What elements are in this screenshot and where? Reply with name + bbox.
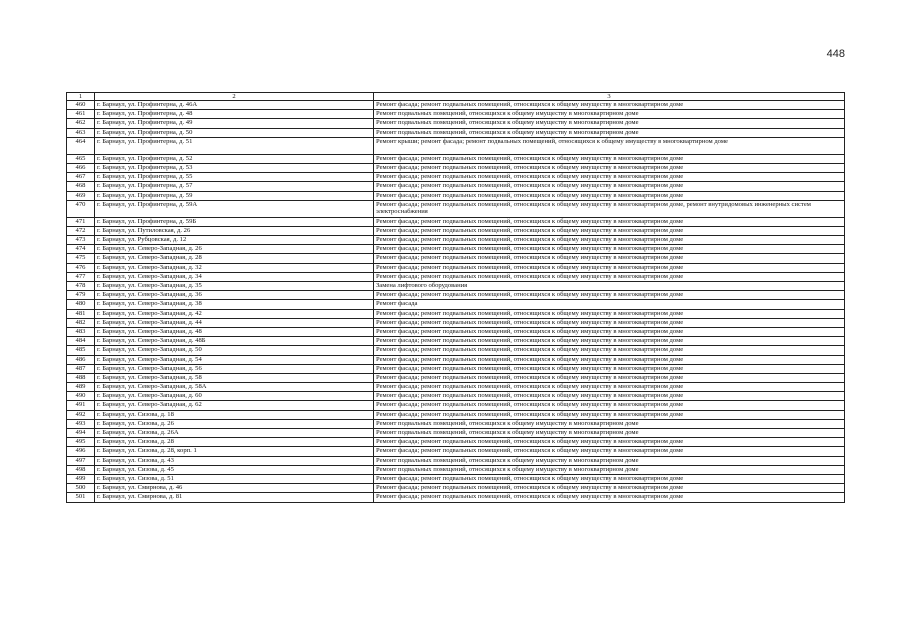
row-work-type: Ремонт подвальных помещений, относящихся к общему имуществу в многоквартирном доме [374,119,845,128]
table-row [67,163,845,172]
row-work-type: Ремонт фасада; ремонт подвальных помещений, относящихся к общему имуществу в многоквартирном доме [374,173,845,182]
row-number: 476 [67,263,95,272]
row-address: г. Барнаул, ул. Рубцовская, д. 12 [95,236,374,245]
row-address: г. Барнаул, ул. Северо-Западная, д. 35 [95,282,374,291]
row-work-type: Ремонт фасада; ремонт подвальных помещений, относящихся к общему имуществу в многоквартирном доме [374,318,845,327]
row-work-type: Ремонт фасада; ремонт подвальных помещений, относящихся к общему имуществу в многоквартирном доме [374,182,845,191]
row-number: 479 [67,291,95,300]
row-number: 496 [67,447,95,456]
row-work-type: Ремонт фасада; ремонт подвальных помещений, относящихся к общему имуществу в многоквартирном доме, ремонт внутридомовых инженерных систем электроснабжения [374,200,845,217]
row-address: г. Барнаул, ул. Северо-Западная, д. 36 [95,291,374,300]
row-number: 500 [67,484,95,493]
row-work-type: Ремонт подвальных помещений, относящихся к общему имуществу в многоквартирном доме [374,110,845,119]
table-row [67,137,845,154]
row-address: г. Барнаул, ул. Сизова, д. 28, корп. 1 [95,447,374,456]
row-work-type: Ремонт фасада; ремонт подвальных помещений, относящихся к общему имуществу в многоквартирном доме [374,272,845,281]
row-address: г. Барнаул, ул. Северо-Западная, д. 26 [95,245,374,254]
table-row [67,447,845,456]
row-address: г. Барнаул, ул. Северо-Западная, д. 50 [95,346,374,355]
row-number: 480 [67,300,95,309]
row-address: г. Барнаул, ул. Северо-Западная, д. 34 [95,272,374,281]
row-number: 463 [67,128,95,137]
row-number: 464 [67,137,95,154]
row-address: г. Барнаул, ул. Сизова, д. 28 [95,438,374,447]
row-work-type: Ремонт фасада; ремонт подвальных помещений, относящихся к общему имуществу в многоквартирном доме [374,346,845,355]
row-work-type: Ремонт фасада; ремонт подвальных помещений, относящихся к общему имуществу в многоквартирном доме [374,154,845,163]
table-row [67,245,845,254]
row-work-type: Ремонт фасада; ремонт подвальных помещений, относящихся к общему имуществу в многоквартирном доме [374,163,845,172]
row-work-type: Ремонт фасада; ремонт подвальных помещений, относящихся к общему имуществу в многоквартирном доме [374,447,845,456]
table-row [67,383,845,392]
row-address: г. Барнаул, ул. Профинтерна, д. 50 [95,128,374,137]
row-number: 499 [67,474,95,483]
row-address: г. Барнаул, ул. Северо-Западная, д. 58 [95,373,374,382]
row-number: 469 [67,191,95,200]
row-work-type: Ремонт фасада; ремонт подвальных помещений, относящихся к общему имуществу в многоквартирном доме [374,474,845,483]
table-row [67,217,845,226]
row-address: г. Барнаул, ул. Профинтерна, д. 52 [95,154,374,163]
row-work-type: Ремонт фасада; ремонт подвальных помещений, относящихся к общему имуществу в многоквартирном доме [374,309,845,318]
row-address: г. Барнаул, ул. Профинтерна, д. 49 [95,119,374,128]
table-row [67,119,845,128]
row-address: г. Барнаул, ул. Сизова, д. 43 [95,456,374,465]
row-work-type: Ремонт подвальных помещений, относящихся к общему имуществу в многоквартирном доме [374,429,845,438]
row-number: 470 [67,200,95,217]
table-row [67,110,845,119]
row-number: 497 [67,456,95,465]
row-address: г. Барнаул, ул. Северо-Западная, д. 56 [95,364,374,373]
row-number: 491 [67,401,95,410]
table-row [67,173,845,182]
row-address: г. Барнаул, ул. Северо-Западная, д. 42 [95,309,374,318]
row-work-type: Ремонт фасада; ремонт подвальных помещений, относящихся к общему имуществу в многоквартирном доме [374,392,845,401]
table-row [67,346,845,355]
row-number: 465 [67,154,95,163]
row-number: 481 [67,309,95,318]
table-row [67,291,845,300]
row-address: г. Барнаул, ул. Профинтерна, д. 59 [95,191,374,200]
row-work-type: Ремонт фасада; ремонт подвальных помещений, относящихся к общему имуществу в многоквартирном доме [374,226,845,235]
table-row [67,410,845,419]
row-address: г. Барнаул, ул. Сизова, д. 26А [95,429,374,438]
table-row [67,200,845,217]
row-address: г. Барнаул, ул. Северо-Западная, д. 48 [95,327,374,336]
row-number: 488 [67,373,95,382]
row-address: г. Барнаул, ул. Северо-Западная, д. 44 [95,318,374,327]
row-address: г. Барнаул, ул. Сизова, д. 18 [95,410,374,419]
row-number: 477 [67,272,95,281]
row-work-type: Ремонт фасада; ремонт подвальных помещений, относящихся к общему имуществу в многоквартирном доме [374,245,845,254]
row-work-type: Замена лифтового оборудования [374,282,845,291]
row-address: г. Барнаул, ул. Северо-Западная, д. 32 [95,263,374,272]
row-address: г. Барнаул, ул. Северо-Западная, д. 48Б [95,337,374,346]
repair-table-container [66,92,844,503]
row-number: 462 [67,119,95,128]
table-row [67,226,845,235]
table-row [67,456,845,465]
row-work-type: Ремонт фасада; ремонт подвальных помещений, относящихся к общему имуществу в многоквартирном доме [374,438,845,447]
row-number: 493 [67,419,95,428]
table-row [67,493,845,502]
page-number: 448 [826,48,845,60]
row-work-type: Ремонт фасада; ремонт подвальных помещений, относящихся к общему имуществу в многоквартирном доме [374,355,845,364]
table-row [67,401,845,410]
row-work-type: Ремонт фасада; ремонт подвальных помещений, относящихся к общему имуществу в многоквартирном доме [374,236,845,245]
table-row [67,263,845,272]
row-number: 489 [67,383,95,392]
table-row [67,419,845,428]
row-number: 487 [67,364,95,373]
row-work-type: Ремонт подвальных помещений, относящихся к общему имуществу в многоквартирном доме [374,465,845,474]
row-work-type: Ремонт фасада; ремонт подвальных помещений, относящихся к общему имуществу в многоквартирном доме [374,254,845,263]
table-row [67,191,845,200]
table-row [67,309,845,318]
row-number: 474 [67,245,95,254]
row-work-type: Ремонт фасада; ремонт подвальных помещений, относящихся к общему имуществу в многоквартирном доме [374,373,845,382]
row-number: 501 [67,493,95,502]
row-number: 490 [67,392,95,401]
table-row [67,272,845,281]
row-work-type: Ремонт подвальных помещений, относящихся к общему имуществу в многоквартирном доме [374,419,845,428]
row-work-type: Ремонт фасада [374,300,845,309]
table-row [67,154,845,163]
table-row [67,474,845,483]
row-work-type: Ремонт фасада; ремонт подвальных помещений, относящихся к общему имуществу в многоквартирном доме [374,401,845,410]
column-header-1: 1 [67,93,95,101]
table-row [67,182,845,191]
table-body [67,101,845,503]
row-number: 486 [67,355,95,364]
row-address: г. Барнаул, ул. Профинтерна, д. 57 [95,182,374,191]
row-number: 471 [67,217,95,226]
row-number: 460 [67,101,95,110]
row-work-type: Ремонт фасада; ремонт подвальных помещений, относящихся к общему имуществу в многоквартирном доме [374,327,845,336]
row-address: г. Барнаул, ул. Северо-Западная, д. 54 [95,355,374,364]
row-work-type: Ремонт подвальных помещений, относящихся к общему имуществу в многоквартирном доме [374,128,845,137]
row-address: г. Барнаул, ул. Профинтерна, д. 59Б [95,217,374,226]
row-number: 478 [67,282,95,291]
row-work-type: Ремонт фасада; ремонт подвальных помещений, относящихся к общему имуществу в многоквартирном доме [374,364,845,373]
row-number: 494 [67,429,95,438]
row-address: г. Барнаул, ул. Профинтерна, д. 53 [95,163,374,172]
table-row [67,465,845,474]
row-address: г. Барнаул, ул. Сизова, д. 51 [95,474,374,483]
row-number: 472 [67,226,95,235]
row-number: 475 [67,254,95,263]
row-work-type: Ремонт фасада; ремонт подвальных помещений, относящихся к общему имуществу в многоквартирном доме [374,191,845,200]
row-work-type: Ремонт фасада; ремонт подвальных помещений, относящихся к общему имуществу в многоквартирном доме [374,484,845,493]
row-number: 482 [67,318,95,327]
row-address: г. Барнаул, ул. Северо-Западная, д. 38 [95,300,374,309]
table-row [67,337,845,346]
row-address: г. Барнаул, ул. Профинтерна, д. 55 [95,173,374,182]
row-address: г. Барнаул, ул. Северо-Западная, д. 60 [95,392,374,401]
row-work-type: Ремонт фасада; ремонт подвальных помещений, относящихся к общему имуществу в многоквартирном доме [374,383,845,392]
table-row [67,300,845,309]
table-row [67,438,845,447]
row-work-type: Ремонт фасада; ремонт подвальных помещений, относящихся к общему имуществу в многоквартирном доме [374,410,845,419]
row-address: г. Барнаул, ул. Смирнова, д. 46 [95,484,374,493]
row-number: 467 [67,173,95,182]
table-row [67,364,845,373]
table-header [67,93,845,101]
row-address: г. Барнаул, ул. Сизова, д. 45 [95,465,374,474]
table-row [67,484,845,493]
row-work-type: Ремонт фасада; ремонт подвальных помещений, относящихся к общему имуществу в многоквартирном доме [374,337,845,346]
row-number: 492 [67,410,95,419]
row-address: г. Барнаул, ул. Профинтерна, д. 46А [95,101,374,110]
table-row [67,128,845,137]
row-address: г. Барнаул, ул. Северо-Западная, д. 62 [95,401,374,410]
table-row [67,327,845,336]
row-address: г. Барнаул, ул. Профинтерна, д. 51 [95,137,374,154]
table-row [67,429,845,438]
header-row [67,93,845,101]
table-row [67,236,845,245]
row-number: 483 [67,327,95,336]
row-address: г. Барнаул, ул. Путиловская, д. 26 [95,226,374,235]
table-row [67,355,845,364]
table-row [67,254,845,263]
row-work-type: Ремонт фасада; ремонт подвальных помещений, относящихся к общему имуществу в многоквартирном доме [374,291,845,300]
row-work-type: Ремонт фасада; ремонт подвальных помещений, относящихся к общему имуществу в многоквартирном доме [374,217,845,226]
column-header-3: 3 [374,93,845,101]
table-row [67,392,845,401]
row-number: 495 [67,438,95,447]
row-work-type: Ремонт фасада; ремонт подвальных помещений, относящихся к общему имуществу в многоквартирном доме [374,493,845,502]
row-number: 485 [67,346,95,355]
row-address: г. Барнаул, ул. Северо-Западная, д. 28 [95,254,374,263]
row-address: г. Барнаул, ул. Сизова, д. 26 [95,419,374,428]
row-address: г. Барнаул, ул. Профинтерна, д. 48 [95,110,374,119]
row-number: 466 [67,163,95,172]
row-address: г. Барнаул, ул. Смирнова, д. 81 [95,493,374,502]
row-number: 468 [67,182,95,191]
table-row [67,318,845,327]
row-work-type: Ремонт фасада; ремонт подвальных помещений, относящихся к общему имуществу в многоквартирном доме [374,263,845,272]
row-address: г. Барнаул, ул. Северо-Западная, д. 58А [95,383,374,392]
table-row [67,282,845,291]
table-row [67,373,845,382]
row-number: 461 [67,110,95,119]
row-number: 498 [67,465,95,474]
column-header-2: 2 [95,93,374,101]
row-address: г. Барнаул, ул. Профинтерна, д. 59А [95,200,374,217]
row-work-type: Ремонт фасада; ремонт подвальных помещений, относящихся к общему имуществу в многоквартирном доме [374,101,845,110]
row-work-type: Ремонт крыши; ремонт фасада; ремонт подвальных помещений, относящихся к общему имуществу в многоквартирном доме [374,137,845,154]
repair-table [66,92,845,503]
row-work-type: Ремонт подвальных помещений, относящихся к общему имуществу в многоквартирном доме [374,456,845,465]
row-number: 484 [67,337,95,346]
table-row [67,101,845,110]
row-number: 473 [67,236,95,245]
